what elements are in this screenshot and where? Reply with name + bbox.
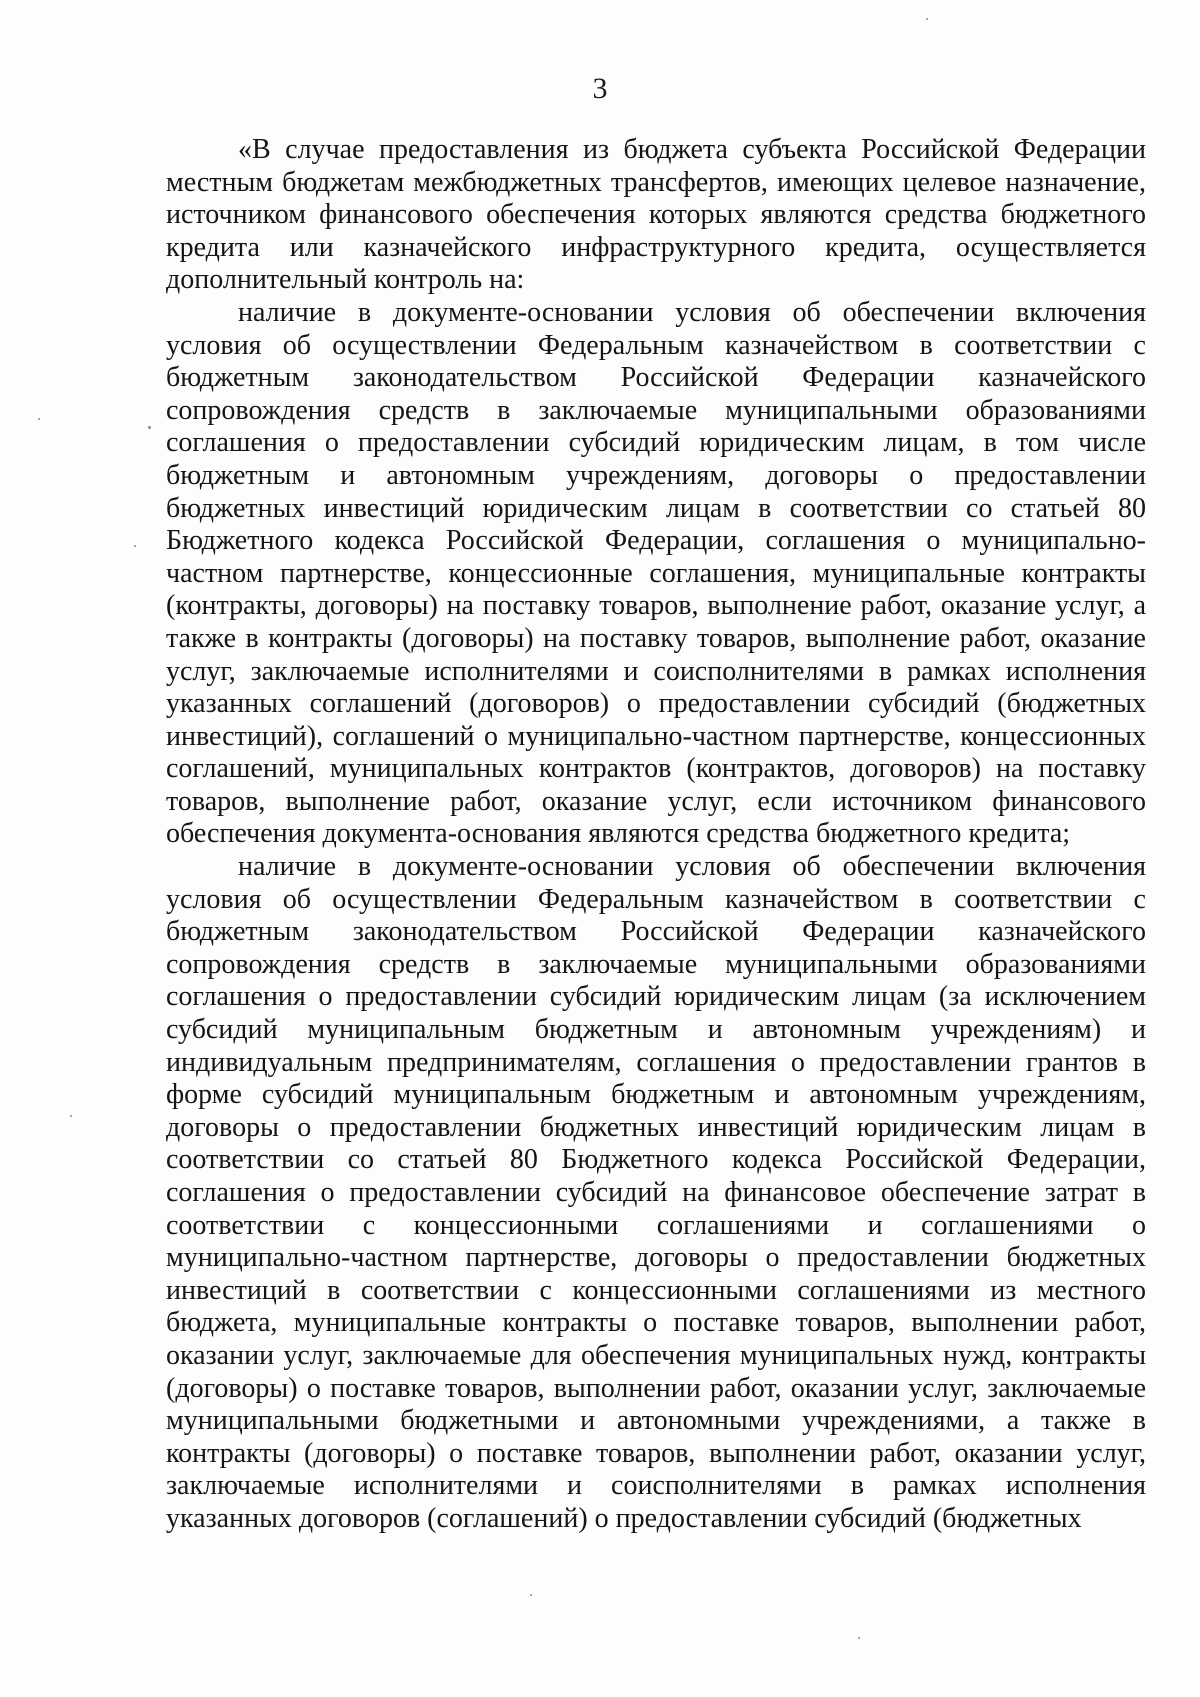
document-body — [166, 134, 1146, 1536]
scan-speck — [148, 426, 151, 429]
scan-speck — [530, 1594, 532, 1596]
scan-speck — [134, 545, 136, 547]
scan-speck — [38, 418, 40, 420]
scan-speck — [70, 1115, 72, 1117]
scan-speck — [858, 1637, 860, 1639]
scan-speck — [926, 18, 928, 20]
paragraph-infrastructure-credit-control: наличие в документе-основании условия об обеспечении включения условия об осуществлении Федеральным казначейством в соответствии с бюджетным законодательством Российской Федерации казначейского сопровождения средств в заключаемые муниципальными образованиями соглашения о предоставлении субсидий юридическим лицам (за исключением субсидий муниципальным бюджетным и автономным учреждениям) и индивидуальным предпринимателям, соглашения о предоставлении грантов в форме субсидий муниципальным бюджетным и автономным учреждениям, договоры о предоставлении бюджетных инвестиций юридическим лицам в соответствии со статьей 80 Бюджетного кодекса Российской Федерации, соглашения о предоставлении субсидий на финансовое обеспечение затрат в соответствии с концессионными соглашениями и соглашениями о муниципально-частном партнерстве, договоры о предоставлении бюджетных инвестиций в соответствии с концессионными соглашениями из местного бюджета, муниципальные контракты о поставке товаров, выполнении работ, оказании услуг, заключаемые для обеспечения муниципальных нужд, контракты (договоры) о поставке товаров, выполнении работ, оказании услуг, заключаемые муниципальными бюджетными и автономными учреждениями, а также в контракты (договоры) о поставке товаров, выполнении работ, оказании услуг, заключаемые исполнителями и соисполнителями в рамках исполнения указанных договоров (соглашений) о предоставлении субсидий (бюджетных — [166, 851, 1146, 1534]
paragraph-intro: «В случае предоставления из бюджета субъекта Российской Федерации местным бюджетам межбюджетных трансфертов, имеющих целевое назначение, источником финансового обеспечения которых являются средства бюджетного кредита или казначейского инфраструктурного кредита, осуществляется дополнительный контроль на: — [166, 134, 1146, 296]
page-number: 3 — [592, 72, 608, 105]
paragraph-budget-credit-control: наличие в документе-основании условия об обеспечении включения условия об осуществлении Федеральным казначейством в соответствии с бюджетным законодательством Российской Федерации казначейского сопровождения средств в заключаемые муниципальными образованиями соглашения о предоставлении субсидий юридическим лицам, в том числе бюджетным и автономным учреждениям, договоры о предоставлении бюджетных инвестиций юридическим лицам в соответствии со статьей 80 Бюджетного кодекса Российской Федерации, соглашения о муниципально-частном партнерстве, концессионные соглашения, муниципальные контракты (контракты, договоры) на поставку товаров, выполнение работ, оказание услуг, а также в контракты (договоры) на поставку товаров, выполнение работ, оказание услуг, заключаемые исполнителями и соисполнителями в рамках исполнения указанных соглашений (договоров) о предоставлении субсидий (бюджетных инвестиций), соглашений о муниципально-частном партнерстве, концессионных соглашений, муниципальных контрактов (контрактов, договоров) на поставку товаров, выполнение работ, оказание услуг, если источником финансового обеспечения документа-основания являются средства бюджетного кредита; — [166, 296, 1146, 850]
